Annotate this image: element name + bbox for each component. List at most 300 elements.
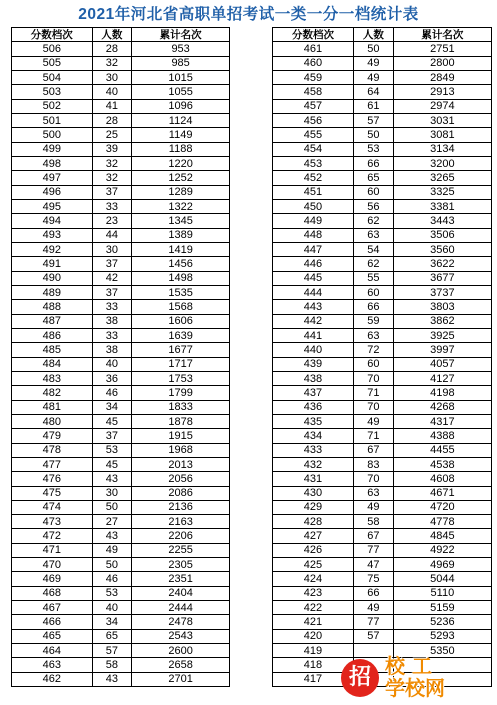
count-cell: 46 bbox=[92, 572, 132, 586]
score-cell: 465 bbox=[12, 629, 93, 643]
table-row bbox=[12, 70, 230, 84]
score-cell: 461 bbox=[273, 42, 354, 56]
table-row bbox=[12, 99, 230, 113]
count-cell: 49 bbox=[353, 414, 393, 428]
count-cell: 64 bbox=[353, 85, 393, 99]
score-cell: 485 bbox=[12, 343, 93, 357]
table-row bbox=[273, 271, 492, 285]
page-title: 2021年河北省高职单招考试一类一分一档统计表 bbox=[78, 6, 419, 23]
count-cell: 60 bbox=[353, 185, 393, 199]
table-row bbox=[273, 457, 492, 471]
score-cell: 501 bbox=[12, 113, 93, 127]
table-row bbox=[273, 328, 492, 342]
cumulative-rank-cell: 2086 bbox=[132, 486, 230, 500]
score-cell: 491 bbox=[12, 257, 93, 271]
cumulative-rank-cell: 4127 bbox=[393, 371, 491, 385]
table-row bbox=[12, 300, 230, 314]
score-cell: 467 bbox=[12, 601, 93, 615]
score-cell: 469 bbox=[12, 572, 93, 586]
count-cell: 50 bbox=[92, 558, 132, 572]
score-cell: 441 bbox=[273, 328, 354, 342]
score-cell: 499 bbox=[12, 142, 93, 156]
table-row bbox=[273, 70, 492, 84]
count-cell: 77 bbox=[353, 615, 393, 629]
table-row bbox=[12, 672, 230, 686]
count-cell: 30 bbox=[92, 486, 132, 500]
header-score: 分数档次 bbox=[12, 28, 93, 42]
cumulative-rank-cell: 1799 bbox=[132, 386, 230, 400]
cumulative-rank-cell: 2404 bbox=[132, 586, 230, 600]
count-cell: 32 bbox=[92, 156, 132, 170]
table-row bbox=[12, 185, 230, 199]
cumulative-rank-cell: 1535 bbox=[132, 285, 230, 299]
score-cell: 435 bbox=[273, 414, 354, 428]
table-header-row bbox=[12, 28, 230, 42]
count-cell: 32 bbox=[92, 171, 132, 185]
table-row bbox=[273, 142, 492, 156]
table-row bbox=[12, 386, 230, 400]
table-row bbox=[273, 42, 492, 56]
score-cell: 471 bbox=[12, 543, 93, 557]
cumulative-rank-cell: 1055 bbox=[132, 85, 230, 99]
cumulative-rank-cell: 3862 bbox=[393, 314, 491, 328]
cumulative-rank-cell: 985 bbox=[132, 56, 230, 70]
count-cell: 30 bbox=[92, 70, 132, 84]
score-cell: 500 bbox=[12, 128, 93, 142]
cumulative-rank-cell: 4969 bbox=[393, 558, 491, 572]
cumulative-rank-cell: 3997 bbox=[393, 343, 491, 357]
table-row bbox=[12, 328, 230, 342]
cumulative-rank-cell: 4608 bbox=[393, 472, 491, 486]
cumulative-rank-cell: 4778 bbox=[393, 515, 491, 529]
score-cell: 476 bbox=[12, 472, 93, 486]
cumulative-rank-cell: 2658 bbox=[132, 658, 230, 672]
cumulative-rank-cell: 3265 bbox=[393, 171, 491, 185]
count-cell: 50 bbox=[353, 128, 393, 142]
table-row bbox=[12, 171, 230, 185]
score-cell: 450 bbox=[273, 199, 354, 213]
cumulative-rank-cell: 2800 bbox=[393, 56, 491, 70]
count-cell: 67 bbox=[353, 529, 393, 543]
count-cell: 57 bbox=[353, 629, 393, 643]
score-cell: 448 bbox=[273, 228, 354, 242]
count-cell: 66 bbox=[353, 586, 393, 600]
score-cell: 483 bbox=[12, 371, 93, 385]
header-count: 人数 bbox=[353, 28, 393, 42]
cumulative-rank-cell: 2305 bbox=[132, 558, 230, 572]
cumulative-rank-cell: 1220 bbox=[132, 156, 230, 170]
count-cell: 28 bbox=[92, 113, 132, 127]
score-cell: 438 bbox=[273, 371, 354, 385]
table-row bbox=[273, 386, 492, 400]
score-cell: 472 bbox=[12, 529, 93, 543]
table-row bbox=[12, 658, 230, 672]
score-cell: 497 bbox=[12, 171, 93, 185]
cumulative-rank-cell: 5293 bbox=[393, 629, 491, 643]
score-cell: 478 bbox=[12, 443, 93, 457]
table-row bbox=[12, 443, 230, 457]
count-cell: 49 bbox=[353, 70, 393, 84]
table-row bbox=[12, 500, 230, 514]
cumulative-rank-cell: 3803 bbox=[393, 300, 491, 314]
table-row bbox=[12, 113, 230, 127]
count-cell: 43 bbox=[92, 529, 132, 543]
table-row bbox=[12, 85, 230, 99]
table-row bbox=[273, 214, 492, 228]
cumulative-rank-cell: 5236 bbox=[393, 615, 491, 629]
cumulative-rank-cell: 4720 bbox=[393, 500, 491, 514]
cumulative-rank-cell: 3443 bbox=[393, 214, 491, 228]
table-row bbox=[12, 214, 230, 228]
score-cell: 454 bbox=[273, 142, 354, 156]
count-cell: 63 bbox=[353, 328, 393, 342]
score-cell: 429 bbox=[273, 500, 354, 514]
count-cell: 30 bbox=[92, 242, 132, 256]
table-row bbox=[12, 314, 230, 328]
count-cell: 83 bbox=[353, 457, 393, 471]
score-cell: 482 bbox=[12, 386, 93, 400]
count-cell: 39 bbox=[92, 142, 132, 156]
count-cell: 60 bbox=[353, 357, 393, 371]
count-cell: 45 bbox=[92, 457, 132, 471]
count-cell: 40 bbox=[92, 85, 132, 99]
table-row bbox=[273, 171, 492, 185]
score-cell: 488 bbox=[12, 300, 93, 314]
count-cell: 66 bbox=[353, 156, 393, 170]
cumulative-rank-cell: 4268 bbox=[393, 400, 491, 414]
site-watermark bbox=[341, 653, 491, 701]
score-cell: 446 bbox=[273, 257, 354, 271]
count-cell: 77 bbox=[353, 543, 393, 557]
count-cell: 45 bbox=[92, 414, 132, 428]
score-cell: 477 bbox=[12, 457, 93, 471]
count-cell: 70 bbox=[353, 400, 393, 414]
count-cell: 23 bbox=[92, 214, 132, 228]
cumulative-rank-cell: 1915 bbox=[132, 429, 230, 443]
cumulative-rank-cell: 3925 bbox=[393, 328, 491, 342]
table-row bbox=[273, 500, 492, 514]
cumulative-rank-cell: 1968 bbox=[132, 443, 230, 457]
table-row bbox=[12, 228, 230, 242]
cumulative-rank-cell: 4455 bbox=[393, 443, 491, 457]
count-cell: 49 bbox=[353, 56, 393, 70]
count-cell: 62 bbox=[353, 214, 393, 228]
count-cell: 63 bbox=[353, 486, 393, 500]
score-cell: 473 bbox=[12, 515, 93, 529]
count-cell: 37 bbox=[92, 285, 132, 299]
cumulative-rank-cell: 5110 bbox=[393, 586, 491, 600]
count-cell: 37 bbox=[92, 257, 132, 271]
count-cell: 28 bbox=[92, 42, 132, 56]
table-row bbox=[273, 486, 492, 500]
header-count: 人数 bbox=[92, 28, 132, 42]
table-row bbox=[273, 543, 492, 557]
score-cell: 439 bbox=[273, 357, 354, 371]
count-cell: 34 bbox=[92, 615, 132, 629]
cumulative-rank-cell: 2600 bbox=[132, 644, 230, 658]
cumulative-rank-cell: 2751 bbox=[393, 42, 491, 56]
table-row bbox=[12, 529, 230, 543]
table-row bbox=[273, 586, 492, 600]
count-cell: 62 bbox=[353, 257, 393, 271]
count-cell: 40 bbox=[92, 357, 132, 371]
table-row bbox=[273, 228, 492, 242]
score-cell: 453 bbox=[273, 156, 354, 170]
table-row bbox=[12, 285, 230, 299]
count-cell: 65 bbox=[92, 629, 132, 643]
count-cell: 33 bbox=[92, 328, 132, 342]
table-row bbox=[12, 242, 230, 256]
score-cell: 433 bbox=[273, 443, 354, 457]
score-cell: 463 bbox=[12, 658, 93, 672]
table-row bbox=[273, 128, 492, 142]
count-cell: 43 bbox=[92, 672, 132, 686]
table-row bbox=[273, 515, 492, 529]
cumulative-rank-cell: 4317 bbox=[393, 414, 491, 428]
cumulative-rank-cell: 2013 bbox=[132, 457, 230, 471]
score-cell: 458 bbox=[273, 85, 354, 99]
count-cell: 40 bbox=[92, 601, 132, 615]
cumulative-rank-cell: 1149 bbox=[132, 128, 230, 142]
table-row bbox=[12, 615, 230, 629]
score-cell: 466 bbox=[12, 615, 93, 629]
count-cell: 71 bbox=[353, 386, 393, 400]
cumulative-rank-cell: 3134 bbox=[393, 142, 491, 156]
table-row bbox=[12, 199, 230, 213]
score-cell: 490 bbox=[12, 271, 93, 285]
table-row bbox=[12, 629, 230, 643]
table-row bbox=[12, 515, 230, 529]
cumulative-rank-cell: 4057 bbox=[393, 357, 491, 371]
score-cell: 419 bbox=[273, 644, 354, 658]
count-cell: 57 bbox=[92, 644, 132, 658]
cumulative-rank-cell: 1753 bbox=[132, 371, 230, 385]
header-score: 分数档次 bbox=[273, 28, 354, 42]
count-cell: 37 bbox=[92, 185, 132, 199]
cumulative-rank-cell: 3506 bbox=[393, 228, 491, 242]
cumulative-rank-cell: 1833 bbox=[132, 400, 230, 414]
table-row bbox=[12, 644, 230, 658]
cumulative-rank-cell: 2543 bbox=[132, 629, 230, 643]
score-cell: 505 bbox=[12, 56, 93, 70]
table-row bbox=[273, 242, 492, 256]
score-cell: 421 bbox=[273, 615, 354, 629]
count-cell: 33 bbox=[92, 199, 132, 213]
table-row bbox=[273, 472, 492, 486]
cumulative-rank-cell: 5044 bbox=[393, 572, 491, 586]
header-cumulative-rank: 累计名次 bbox=[132, 28, 230, 42]
score-cell: 470 bbox=[12, 558, 93, 572]
cumulative-rank-cell: 5159 bbox=[393, 601, 491, 615]
count-cell: 63 bbox=[353, 228, 393, 242]
cumulative-rank-cell: 1606 bbox=[132, 314, 230, 328]
cumulative-rank-cell: 3325 bbox=[393, 185, 491, 199]
cumulative-rank-cell: 4671 bbox=[393, 486, 491, 500]
score-cell: 504 bbox=[12, 70, 93, 84]
score-cell: 468 bbox=[12, 586, 93, 600]
score-cell: 492 bbox=[12, 242, 93, 256]
table-header-row bbox=[273, 28, 492, 42]
score-cell: 493 bbox=[12, 228, 93, 242]
cumulative-rank-cell: 3200 bbox=[393, 156, 491, 170]
score-cell: 464 bbox=[12, 644, 93, 658]
table-row bbox=[273, 99, 492, 113]
cumulative-rank-cell: 953 bbox=[132, 42, 230, 56]
count-cell: 50 bbox=[92, 500, 132, 514]
cumulative-rank-cell: 1639 bbox=[132, 328, 230, 342]
header-cumulative-rank: 累计名次 bbox=[393, 28, 491, 42]
cumulative-rank-cell: 3381 bbox=[393, 199, 491, 213]
count-cell: 47 bbox=[353, 558, 393, 572]
cumulative-rank-cell: 2913 bbox=[393, 85, 491, 99]
count-cell: 53 bbox=[92, 443, 132, 457]
count-cell: 59 bbox=[353, 314, 393, 328]
score-cell: 422 bbox=[273, 601, 354, 615]
table-row bbox=[12, 472, 230, 486]
watermark-logo-icon: 招 bbox=[341, 659, 379, 697]
table-row bbox=[273, 443, 492, 457]
score-cell: 495 bbox=[12, 199, 93, 213]
score-cell: 479 bbox=[12, 429, 93, 443]
table-row bbox=[12, 271, 230, 285]
score-table-right bbox=[272, 27, 492, 687]
score-table-left bbox=[11, 27, 230, 687]
score-cell: 489 bbox=[12, 285, 93, 299]
cumulative-rank-cell: 1289 bbox=[132, 185, 230, 199]
count-cell: 46 bbox=[92, 386, 132, 400]
cumulative-rank-cell: 4922 bbox=[393, 543, 491, 557]
cumulative-rank-cell: 1188 bbox=[132, 142, 230, 156]
count-cell: 70 bbox=[353, 472, 393, 486]
table-row bbox=[12, 156, 230, 170]
count-cell: 36 bbox=[92, 371, 132, 385]
score-cell: 425 bbox=[273, 558, 354, 572]
score-cell: 480 bbox=[12, 414, 93, 428]
cumulative-rank-cell: 4538 bbox=[393, 457, 491, 471]
table-row bbox=[273, 300, 492, 314]
count-cell: 58 bbox=[353, 515, 393, 529]
score-cell: 494 bbox=[12, 214, 93, 228]
count-cell: 57 bbox=[353, 113, 393, 127]
cumulative-rank-cell: 1498 bbox=[132, 271, 230, 285]
count-cell: 49 bbox=[353, 601, 393, 615]
count-cell: 71 bbox=[353, 429, 393, 443]
score-cell: 431 bbox=[273, 472, 354, 486]
cumulative-rank-cell: 1677 bbox=[132, 343, 230, 357]
count-cell: 49 bbox=[92, 543, 132, 557]
score-cell: 452 bbox=[273, 171, 354, 185]
table-row bbox=[273, 156, 492, 170]
count-cell: 58 bbox=[92, 658, 132, 672]
cumulative-rank-cell: 3677 bbox=[393, 271, 491, 285]
cumulative-rank-cell: 1878 bbox=[132, 414, 230, 428]
table-row bbox=[12, 357, 230, 371]
cumulative-rank-cell: 2849 bbox=[393, 70, 491, 84]
score-cell: 434 bbox=[273, 429, 354, 443]
cumulative-rank-cell: 1345 bbox=[132, 214, 230, 228]
score-cell: 484 bbox=[12, 357, 93, 371]
count-cell: 67 bbox=[353, 443, 393, 457]
score-cell: 430 bbox=[273, 486, 354, 500]
table-row bbox=[273, 85, 492, 99]
table-row bbox=[273, 414, 492, 428]
table-row bbox=[12, 56, 230, 70]
count-cell: 53 bbox=[353, 142, 393, 156]
score-cell: 487 bbox=[12, 314, 93, 328]
cumulative-rank-cell: 3737 bbox=[393, 285, 491, 299]
cumulative-rank-cell: 3081 bbox=[393, 128, 491, 142]
table-row bbox=[273, 314, 492, 328]
count-cell: 49 bbox=[353, 500, 393, 514]
count-cell: 38 bbox=[92, 343, 132, 357]
table-row bbox=[273, 113, 492, 127]
table-row bbox=[273, 285, 492, 299]
table-row bbox=[273, 629, 492, 643]
count-cell: 55 bbox=[353, 271, 393, 285]
count-cell: 53 bbox=[92, 586, 132, 600]
score-cell: 462 bbox=[12, 672, 93, 686]
count-cell: 38 bbox=[92, 314, 132, 328]
count-cell: 65 bbox=[353, 171, 393, 185]
table-row bbox=[273, 615, 492, 629]
cumulative-rank-cell: 1015 bbox=[132, 70, 230, 84]
cumulative-rank-cell: 2255 bbox=[132, 543, 230, 557]
cumulative-rank-cell: 1389 bbox=[132, 228, 230, 242]
score-cell: 496 bbox=[12, 185, 93, 199]
score-cell: 502 bbox=[12, 99, 93, 113]
score-cell: 460 bbox=[273, 56, 354, 70]
cumulative-rank-cell: 1322 bbox=[132, 199, 230, 213]
table-row bbox=[12, 257, 230, 271]
score-cell: 447 bbox=[273, 242, 354, 256]
table-row bbox=[273, 558, 492, 572]
score-cell: 506 bbox=[12, 42, 93, 56]
count-cell: 25 bbox=[92, 128, 132, 142]
count-cell: 60 bbox=[353, 285, 393, 299]
score-cell: 436 bbox=[273, 400, 354, 414]
cumulative-rank-cell: 2136 bbox=[132, 500, 230, 514]
score-cell: 437 bbox=[273, 386, 354, 400]
watermark-text: 校 工 学校网 bbox=[385, 654, 445, 700]
score-cell: 455 bbox=[273, 128, 354, 142]
score-cell: 443 bbox=[273, 300, 354, 314]
table-row bbox=[273, 199, 492, 213]
count-cell: 56 bbox=[353, 199, 393, 213]
score-cell: 498 bbox=[12, 156, 93, 170]
table-row bbox=[12, 42, 230, 56]
cumulative-rank-cell: 1419 bbox=[132, 242, 230, 256]
cumulative-rank-cell: 2351 bbox=[132, 572, 230, 586]
table-row bbox=[12, 558, 230, 572]
score-cell: 432 bbox=[273, 457, 354, 471]
table-row bbox=[12, 572, 230, 586]
table-row bbox=[273, 185, 492, 199]
cumulative-rank-cell: 3031 bbox=[393, 113, 491, 127]
table-row bbox=[12, 142, 230, 156]
cumulative-rank-cell: 3622 bbox=[393, 257, 491, 271]
score-cell: 418 bbox=[273, 658, 354, 672]
score-cell: 481 bbox=[12, 400, 93, 414]
cumulative-rank-cell: 1568 bbox=[132, 300, 230, 314]
table-row bbox=[12, 343, 230, 357]
count-cell: 61 bbox=[353, 99, 393, 113]
count-cell: 75 bbox=[353, 572, 393, 586]
table-row bbox=[12, 400, 230, 414]
score-cell: 475 bbox=[12, 486, 93, 500]
score-cell: 444 bbox=[273, 285, 354, 299]
score-cell: 426 bbox=[273, 543, 354, 557]
count-cell: 72 bbox=[353, 343, 393, 357]
